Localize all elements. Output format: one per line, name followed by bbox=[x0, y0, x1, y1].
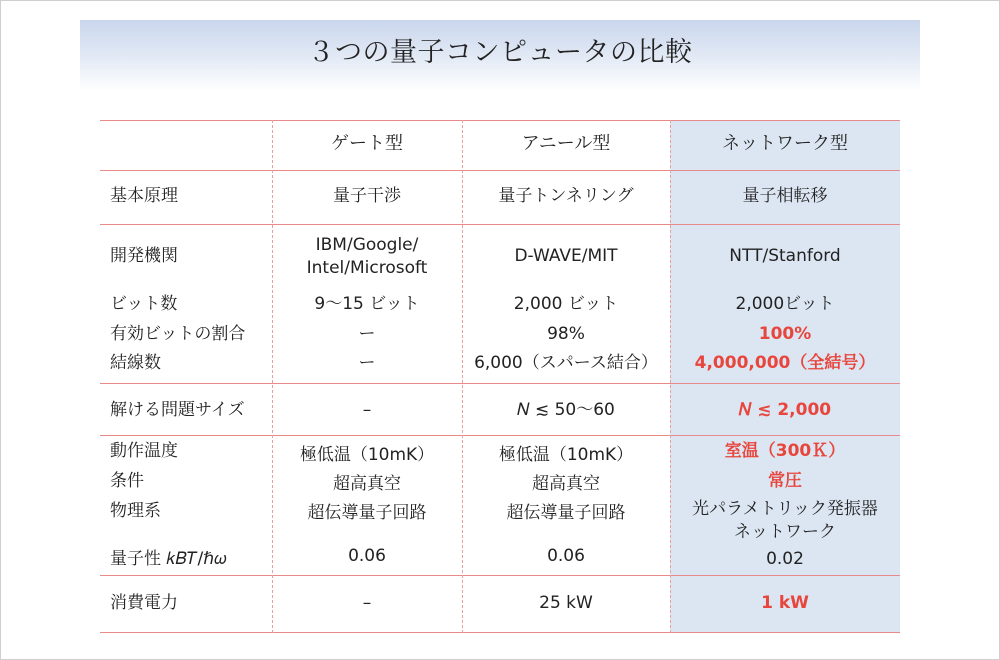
cell-physical-anneal: 超伝導量子回路 bbox=[506, 503, 626, 523]
row-label-developer: 開発機関 bbox=[110, 246, 178, 266]
cell-effective-bits-anneal: 98% bbox=[547, 324, 585, 344]
header-network: ネットワーク型 bbox=[722, 133, 848, 154]
row-label-connections: 結線数 bbox=[110, 353, 161, 373]
row-label-conditions: 条件 bbox=[110, 471, 144, 491]
cell-power-network: 1 kW bbox=[761, 593, 809, 613]
cell-quantumness-gate: 0.06 bbox=[348, 546, 386, 566]
cell-developer-anneal: D-WAVE/MIT bbox=[514, 246, 618, 266]
row-label-problem-size: 解ける問題サイズ bbox=[110, 400, 245, 420]
cell-temperature-network: 室温（300Ｋ） bbox=[724, 441, 846, 461]
table-rule bbox=[100, 435, 900, 436]
cell-problem-size-gate: – bbox=[362, 400, 372, 420]
cell-developer-gate-line1: IBM/Google/ bbox=[315, 235, 419, 255]
cell-principle-gate: 量子干渉 bbox=[333, 186, 401, 206]
cell-temperature-anneal: 極低温（10mK） bbox=[498, 445, 634, 465]
cell-bits-network: 2,000ビット bbox=[735, 294, 835, 314]
cell-connections-network: 4,000,000（全結号） bbox=[694, 353, 876, 373]
cell-physical-network-line2: ネットワーク bbox=[734, 522, 836, 542]
header-anneal: アニール型 bbox=[521, 133, 611, 154]
cell-physical-network-line1: 光パラメトリック発振器 bbox=[692, 499, 878, 519]
table-rule bbox=[100, 170, 900, 171]
table-rule bbox=[100, 383, 900, 384]
row-label-physical: 物理系 bbox=[110, 501, 161, 521]
cell-quantumness-anneal: 0.06 bbox=[547, 546, 585, 566]
row-label-principle: 基本原理 bbox=[110, 186, 178, 206]
cell-developer-gate-line2: Intel/Microsoft bbox=[306, 258, 428, 278]
row-label-quantumness: 量子性 𝑘𝐵𝑇/ℏ𝜔 bbox=[110, 549, 227, 569]
header-gate: ゲート型 bbox=[331, 133, 403, 154]
row-label-temperature: 動作温度 bbox=[110, 441, 178, 461]
comparison-table bbox=[100, 120, 900, 633]
cell-connections-anneal: 6,000（スパース結合） bbox=[474, 353, 658, 373]
cell-conditions-gate: 超高真空 bbox=[333, 474, 401, 494]
row-label-effective-bits: 有効ビットの割合 bbox=[110, 324, 246, 344]
cell-problem-size-anneal: 𝑁 ≲ 50～60 bbox=[517, 400, 615, 420]
cell-bits-gate: 9～15 ビット bbox=[314, 294, 420, 314]
row-label-power: 消費電力 bbox=[110, 593, 178, 613]
table-rule bbox=[100, 120, 900, 121]
cell-power-gate: – bbox=[362, 593, 372, 613]
cell-conditions-network: 常圧 bbox=[768, 471, 802, 491]
cell-temperature-gate: 極低温（10mK） bbox=[299, 445, 435, 465]
cell-quantumness-network: 0.02 bbox=[766, 549, 804, 569]
cell-bits-anneal: 2,000 ビット bbox=[513, 294, 619, 314]
cell-principle-network: 量子相転移 bbox=[742, 186, 828, 206]
cell-principle-anneal: 量子トンネリング bbox=[498, 186, 634, 206]
cell-physical-gate: 超伝導量子回路 bbox=[307, 503, 427, 523]
cell-problem-size-network: 𝑁 ≲ 2,000 bbox=[738, 400, 832, 420]
table-rule bbox=[100, 575, 900, 576]
cell-conditions-anneal: 超高真空 bbox=[532, 474, 600, 494]
row-label-bits: ビット数 bbox=[110, 294, 178, 314]
cell-power-anneal: 25 kW bbox=[539, 593, 593, 613]
cell-effective-bits-network: 100% bbox=[758, 324, 812, 344]
slide-title: ３つの量子コンピュータの比較 bbox=[307, 37, 693, 68]
cell-connections-gate: ー bbox=[358, 353, 376, 373]
cell-effective-bits-gate: ー bbox=[358, 324, 376, 344]
table-rule bbox=[100, 224, 900, 225]
cell-developer-network: NTT/Stanford bbox=[729, 246, 841, 266]
table-rule bbox=[100, 632, 900, 633]
